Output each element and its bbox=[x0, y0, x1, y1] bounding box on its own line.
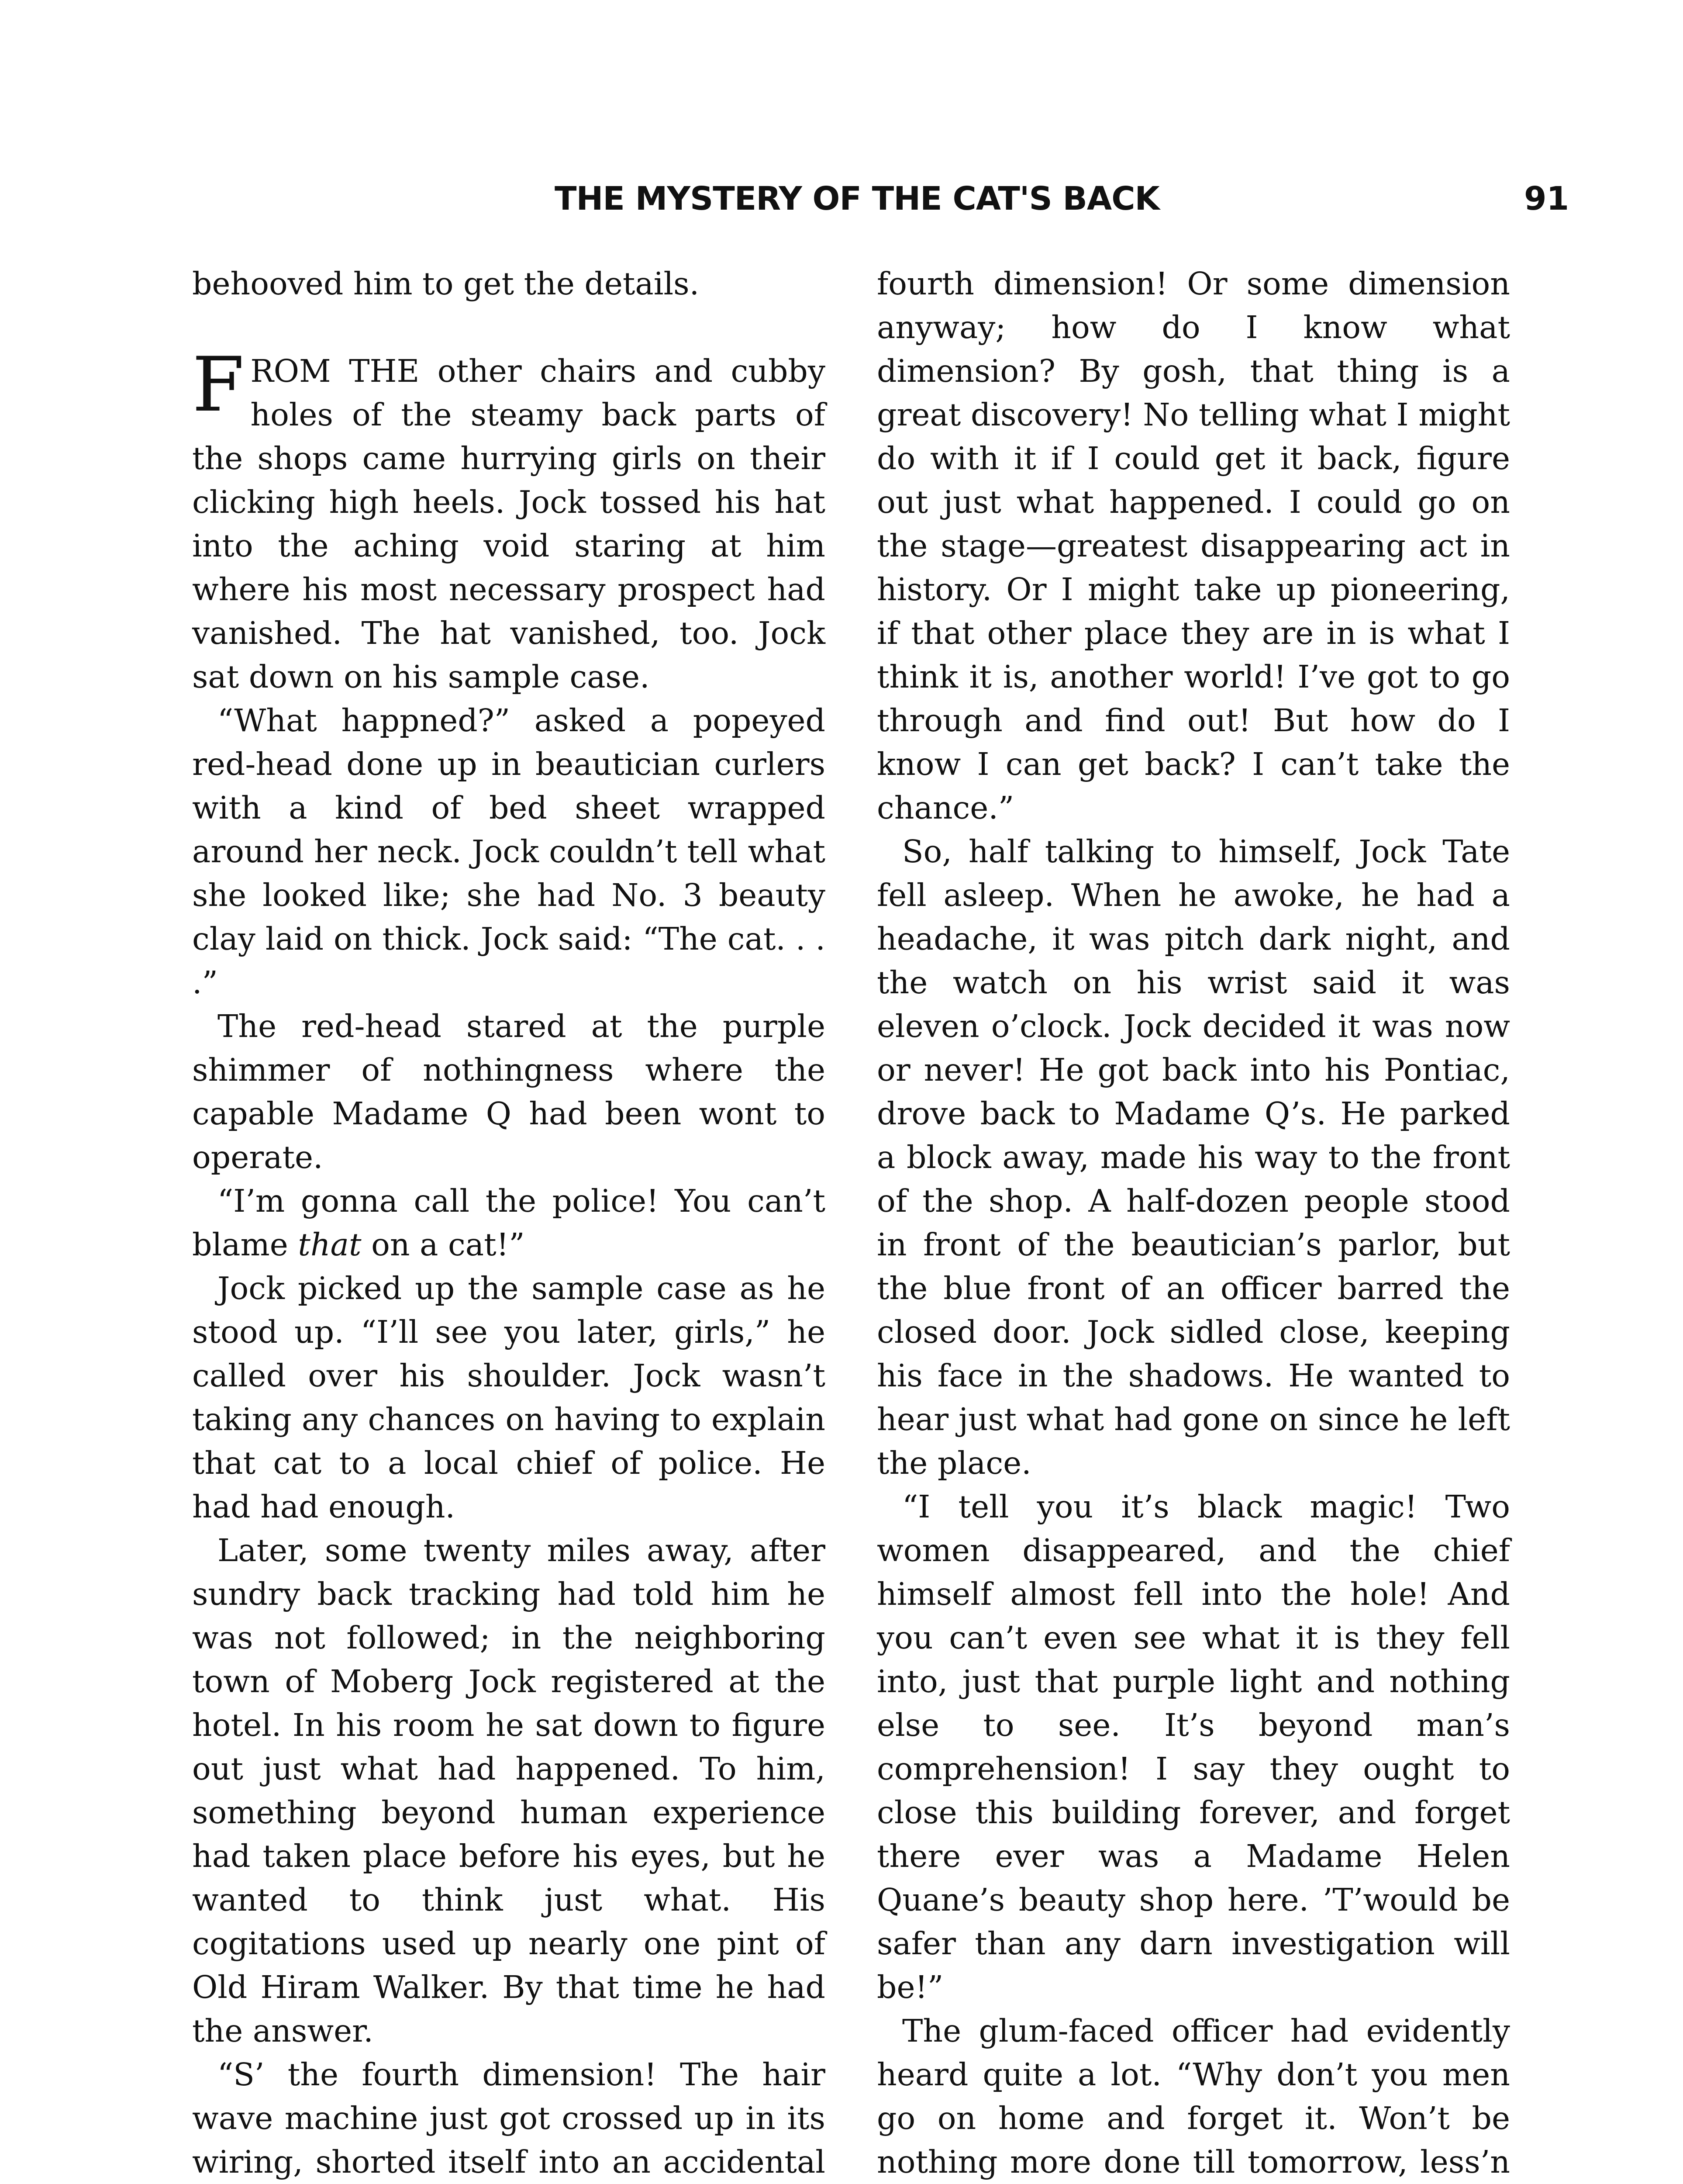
paragraph: “S’ the fourth dimension! The hair wave machine just got crossed up in its wiring, shorted itself into an accidental bbox=[192, 2056, 825, 2180]
paragraph: Later, some twenty miles away, after sundry back tracking had told him he was not followed; in the neighboring town of Moberg Jock registered at the hotel. In his room he sat down to figure out just what had happened. To him, something beyond human experience had taken place before his eyes, but he wanted to think just what. His cogitations used up nearly one pint of Old Hiram Walker. By that time he had the answer. bbox=[192, 1532, 825, 2049]
paragraph: The red-head stared at the purple shimmer of nothingness where the capable Madame Q had been wont to operate. bbox=[192, 1008, 825, 1175]
paragraph bbox=[192, 1179, 825, 1267]
paragraph bbox=[877, 2009, 1510, 2184]
paragraph-text: ROM THE other chairs and cubby holes of the steamy back parts of the shops came hurrying girls on their clicking high heels. Jock tossed his hat into the aching void staring at him where his most necessary prospect had vanished. The hat vanished, too. Jock sat down on his sample case. bbox=[192, 353, 825, 695]
paragraph-text: on a cat!” bbox=[361, 1227, 525, 1263]
page-number: 91 bbox=[1524, 180, 1569, 218]
paragraph-section-start bbox=[192, 341, 825, 699]
paragraph: “What happned?” asked a popeyed red-head done up in beautician curlers with a kind of bed sheet wrapped around her neck. Jock couldn’t tell what she looked like; she had No. 3 beauty clay laid on thick. Jock said: “The cat. . . .” bbox=[192, 702, 825, 1001]
page-title: THE MYSTERY OF THE CAT'S BACK bbox=[555, 180, 1159, 218]
paragraph: fourth dimension! Or some dimension anyway; how do I know what dimension? By gosh, that thing is a great discovery! No telling what I might do with it if I could get it back, figure out just what happened. I could go on the stage—greatest disappearing act in history. Or I might take up pioneering, if that other place they are in is what I think it is, another world! I’ve got to go through and find out! But how do I know I can get back? I can’t take the chance.” bbox=[877, 266, 1510, 826]
left-column bbox=[192, 262, 825, 2184]
drop-cap: F bbox=[192, 341, 245, 429]
right-column bbox=[877, 262, 1510, 2184]
paragraph: “I tell you it’s black magic! Two women disappeared, and the chief himself almost fell into the hole! And you can’t even see what it is they fell into, just that purple light and nothing else to see. It’s beyond man’s comprehension! I say they ought to close this building forever, and forget there ever was a Madame Helen Quane’s beauty shop here. ’T’would be safer than any darn investigation will be!” bbox=[877, 1489, 1510, 2005]
paragraph-text: The glum-faced officer had evidently heard quite a lot. “Why don’t you men go on home and forget it. Won’t be nothing more done till tomorrow, less’n bbox=[877, 2013, 1510, 2180]
paragraph: So, half talking to himself, Jock Tate fell asleep. When he awoke, he had a headache, it was pitch dark night, and the watch on his wrist said it was eleven o’clock. Jock decided it was now or never! He got back into his Pontiac, drove back to Madame Q’s. He parked a block away, made his way to the front of the shop. A half-dozen people stood in front of the beautician’s parlor, but the blue front of an officer barred the closed door. Jock sidled close, keeping his face in the shadows. He wanted to hear just what had gone on since he left the place. bbox=[877, 833, 1510, 1481]
paragraph: Jock picked up the sample case as he stood up. “I’ll see you later, girls,” he called over his shoulder. Jock wasn’t taking any chances on having to explain that cat to a local chief of police. He had had enough. bbox=[192, 1270, 825, 1525]
emphasis-text: that bbox=[298, 1227, 362, 1263]
paragraph-text: “I’m gonna call the police! You can’t blame bbox=[192, 1183, 825, 1263]
paragraph: behooved him to get the details. bbox=[192, 266, 700, 302]
